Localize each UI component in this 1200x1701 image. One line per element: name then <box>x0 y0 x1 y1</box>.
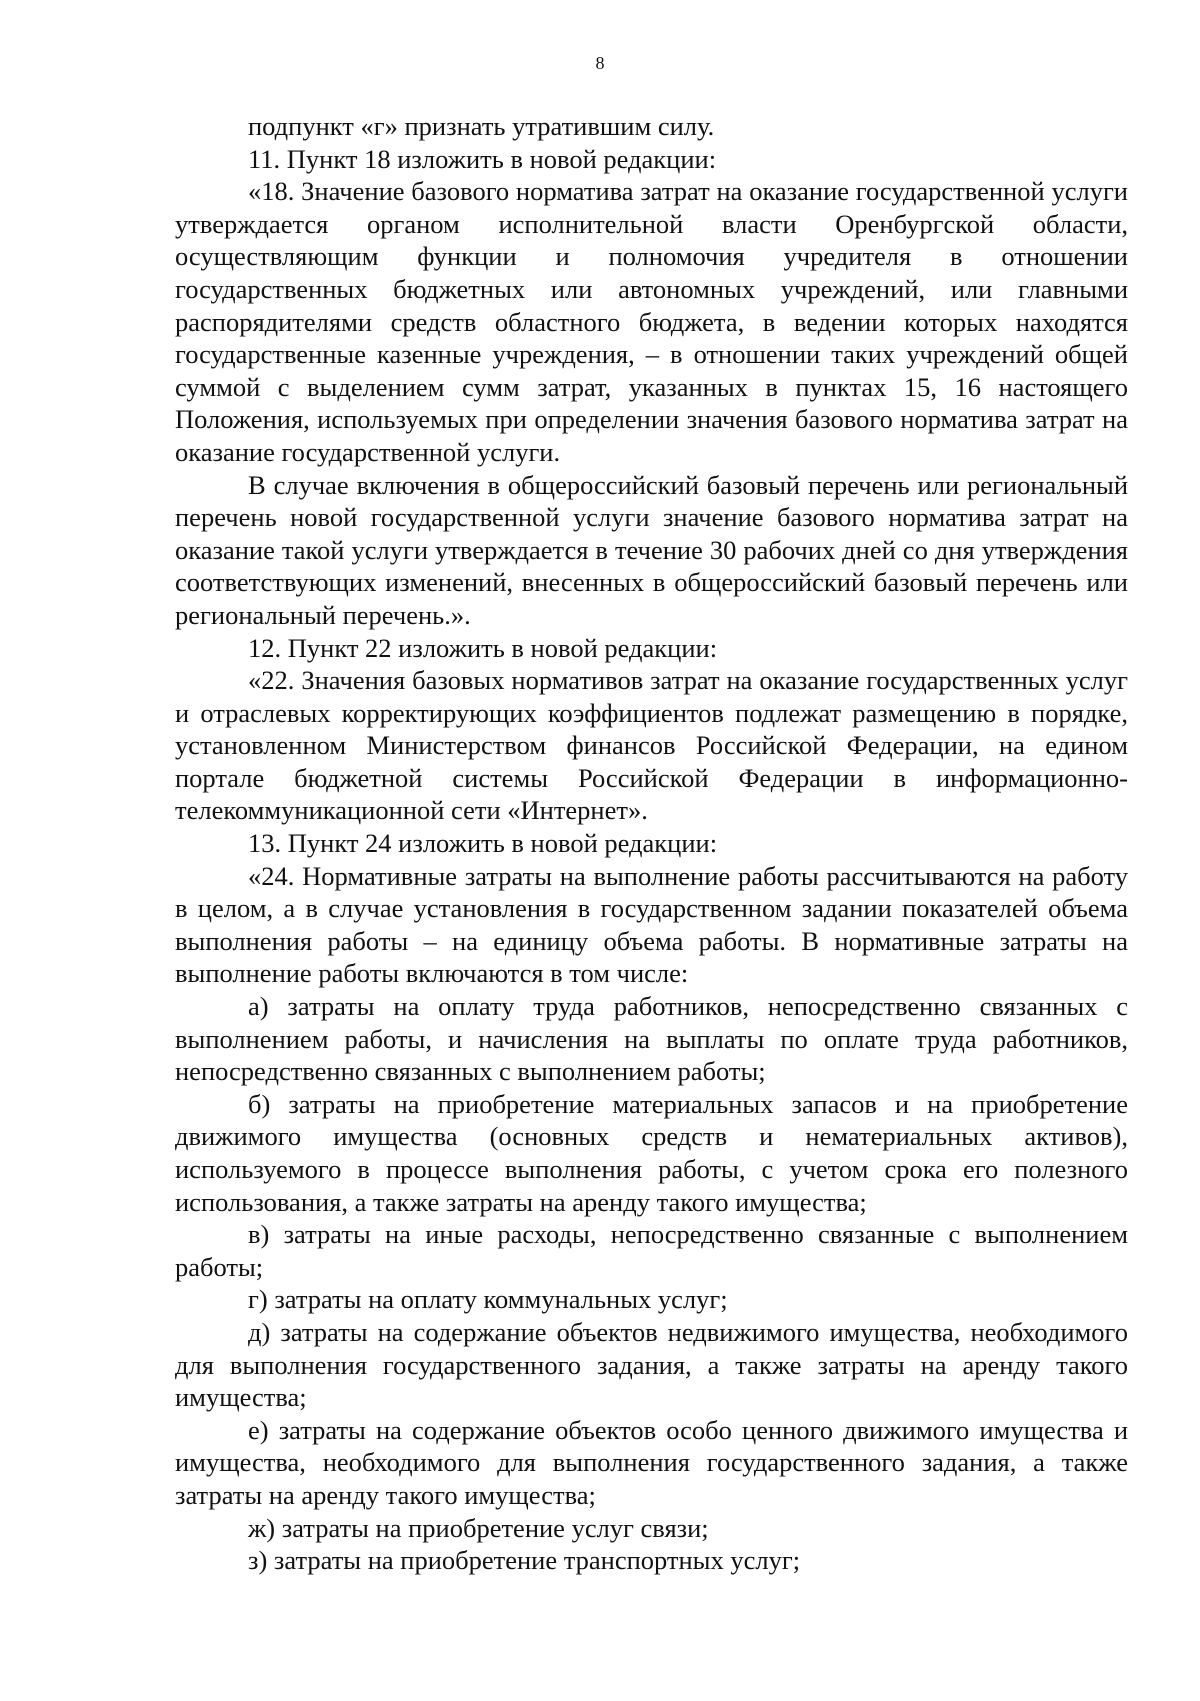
list-item-d: д) затраты на содержание объектов недвижимого имущества, необходимого для выполнения государственного задания, а также затраты на аренду такого имущества; <box>175 1316 1128 1413</box>
list-item-g: г) затраты на оплату коммунальных услуг; <box>248 1284 728 1315</box>
list-item-zh: ж) затраты на приобретение услуг связи; <box>248 1512 709 1543</box>
paragraph-clause-18: «18. Значение базового норматива затрат на оказание государственной услуги утверждается органом исполнительной власти Оренбургской области, осуществляющим функции и полномочия учредителя в отношении государственных бюджетных или автономных учреждений, или главными распорядителями средств областного бюджета, в ведении которых находятся государственные казенные учреждения, – в отношении таких учреждений общей суммой с выделением сумм затрат, указанных в пунктах 15, 16 настоящего Положения, используемых при определении значения базового норматива затрат на оказание государственной услуги. <box>175 176 1128 467</box>
paragraph-item-11: 11. Пункт 18 изложить в новой редакции: <box>248 143 717 174</box>
paragraph-clause-18-new-service: В случае включения в общероссийский базовый перечень или региональный перечень новой государственной услуги значение базового норматива затрат на оказание такой услуги утверждается в течение 30 рабочих дней со дня утверждения соответствующих изменений, внесенных в общероссийский базовый перечень или региональный перечень.». <box>175 469 1128 630</box>
paragraph-item-12: 12. Пункт 22 изложить в новой редакции: <box>248 632 718 663</box>
paragraph-clause-22: «22. Значения базовых нормативов затрат на оказание государственных услуг и отраслевых корректирующих коэффициентов подлежат размещению в порядке, установленном Министерством финансов Российской Федерации, на едином портале бюджетной системы Российской Федерации в информационно-телекоммуникационной сети «Интернет». <box>175 665 1128 826</box>
page-number: 8 <box>595 53 605 73</box>
list-item-e: е) затраты на содержание объектов особо ценного движимого имущества и имущества, необходимого для выполнения государственного задания, а также затраты на аренду такого имущества; <box>175 1414 1128 1510</box>
list-item-z: з) затраты на приобретение транспортных услуг; <box>248 1545 801 1576</box>
list-item-a: а) затраты на оплату труда работников, непосредственно связанных с выполнением работы, и начисления на выплаты по оплате труда работников, непосредственно связанных с выполнением работы; <box>175 991 1128 1087</box>
paragraph-subclause-g-void: подпункт «г» признать утратившим силу. <box>248 111 715 141</box>
document-body <box>175 110 1128 1577</box>
paragraph-item-13: 13. Пункт 24 изложить в новой редакции: <box>248 828 718 859</box>
list-item-b: б) затраты на приобретение материальных запасов и на приобретение движимого имущества (основных средств и нематериальных активов), используемого в процессе выполнения работы, с учетом срока его полезного использования, а также затраты на аренду такого имущества; <box>175 1088 1128 1217</box>
list-item-v: в) затраты на иные расходы, непосредственно связанные с выполнением работы; <box>175 1219 1128 1282</box>
paragraph-clause-24: «24. Нормативные затраты на выполнение работы рассчитываются на работу в целом, а в случае установления в государственном задании показателей объема выполнения работы – на единицу объема работы. В нормативные затраты на выполнение работы включаются в том числе: <box>175 860 1128 989</box>
